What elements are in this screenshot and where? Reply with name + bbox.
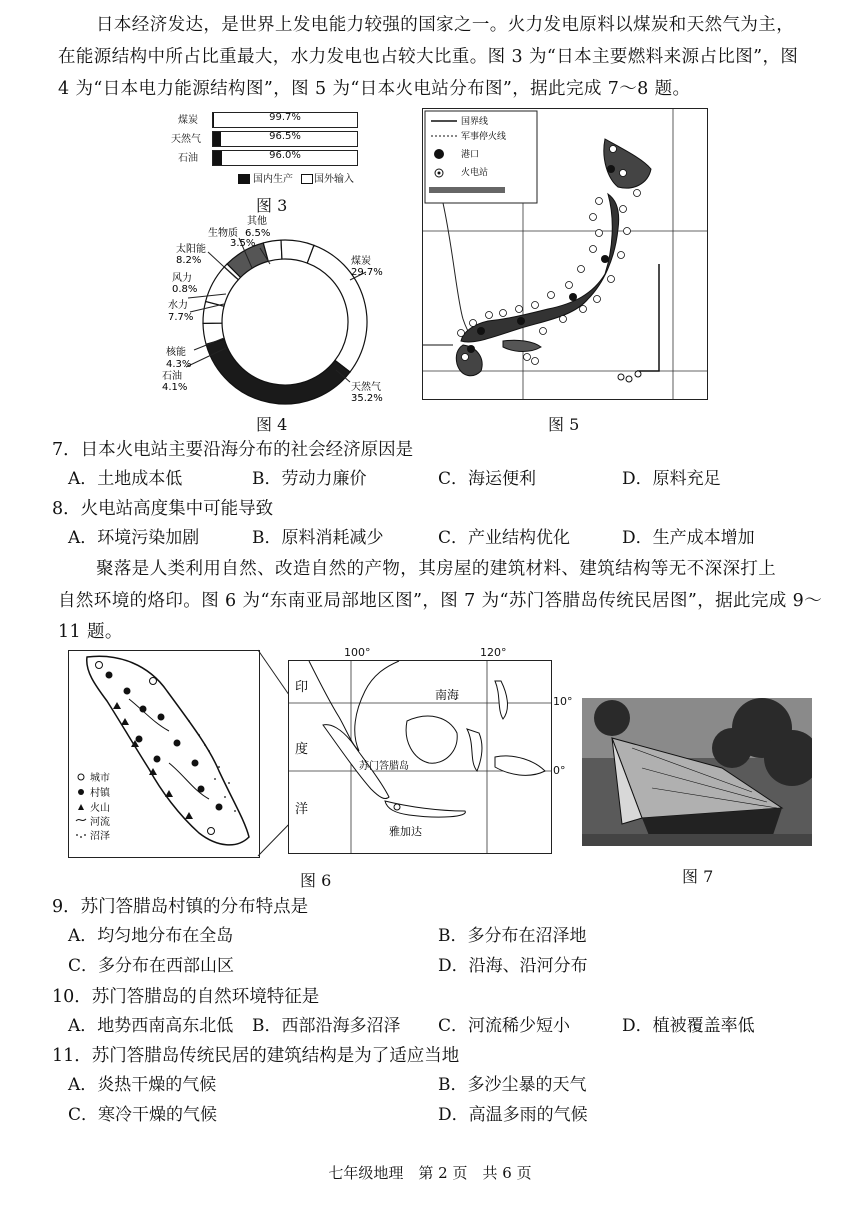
legend-port-label: 港口	[461, 150, 480, 160]
q8-option-a[interactable]: A．环境污染加剧	[68, 528, 200, 548]
value-biomass: 3.5%	[230, 238, 256, 249]
value-wind: 0.8%	[172, 284, 198, 295]
figure-6-map	[288, 660, 552, 854]
intro2-line3: 11 题。	[58, 622, 123, 642]
value-oil: 4.1%	[162, 382, 188, 393]
figure-7-photo	[582, 698, 812, 846]
label-coal: 煤炭	[351, 256, 371, 267]
q8-option-b[interactable]: B．原料消耗减少	[252, 528, 384, 548]
japan-map-svg	[423, 109, 707, 399]
value-nuclear: 4.3%	[166, 359, 192, 370]
legend-river: 河流	[90, 817, 110, 828]
legend-volcano: 火山	[90, 803, 110, 814]
q9-option-a[interactable]: A．均匀地分布在全岛	[68, 926, 234, 946]
fig3-value: 96.0%	[269, 150, 301, 161]
fig3-label-gas: 天然气	[171, 134, 201, 145]
label-jakarta: 雅加达	[389, 825, 422, 838]
label-yin: 印	[295, 680, 309, 695]
intro2-line2: 自然环境的烙印。图 6 为“东南亚局部地区图”，图 7 为“苏门答腊岛传统民居图”，据此完成 9～	[58, 591, 823, 611]
q10-option-b[interactable]: B．西部沿海多沼泽	[252, 1016, 401, 1036]
label-other: 其他	[247, 216, 267, 227]
value-coal: 29.7%	[351, 267, 383, 278]
label-gas: 天然气	[351, 382, 381, 393]
q9-option-b[interactable]: B．多分布在沼泽地	[438, 926, 587, 946]
figure-6-inset	[68, 650, 260, 858]
fig7-caption: 图 7	[682, 867, 714, 886]
q10-option-d[interactable]: D．植被覆盖率低	[622, 1016, 755, 1036]
legend-plant-label: 火电站	[461, 168, 489, 178]
fig3-bar-gas	[212, 131, 358, 147]
lon-100-label: 100°	[344, 646, 371, 659]
q9-stem: 9．苏门答腊岛村镇的分布特点是	[52, 897, 309, 917]
fig3-bar-coal	[212, 112, 358, 128]
label-sumatra: 苏门答腊岛	[359, 761, 409, 772]
q11-option-c[interactable]: C．寒冷干燥的气候	[68, 1105, 218, 1125]
donut-slice-8	[281, 240, 314, 263]
q8-option-d[interactable]: D．生产成本增加	[622, 528, 755, 548]
fig3-label-coal: 煤炭	[178, 115, 198, 126]
value-gas: 35.2%	[351, 393, 383, 404]
label-nuclear: 核能	[166, 347, 186, 358]
donut-slice-1	[206, 339, 350, 404]
legend-import-swatch	[301, 174, 313, 184]
legend-swamp: 沼泽	[90, 831, 110, 842]
sumatra-inset-svg	[69, 651, 259, 857]
q9-option-d[interactable]: D．沿海、沿河分布	[438, 956, 588, 976]
legend-domestic-swatch	[238, 174, 250, 184]
q11-option-a[interactable]: A．炎热干燥的气候	[68, 1075, 217, 1095]
legend-import-label: 国外输入	[314, 174, 354, 185]
q7-stem: 7．日本火电站主要沿海分布的社会经济原因是	[52, 440, 414, 460]
fig3-bar-oil	[212, 150, 358, 166]
q8-stem: 8．火电站高度集中可能导致	[52, 499, 274, 519]
figure-4-donut	[160, 212, 390, 417]
q10-stem: 10．苏门答腊岛的自然环境特征是	[52, 987, 320, 1007]
intro1-line2: 在能源结构中所占比重最大，水力发电也占较大比重。图 3 为“日本主要燃料来源占比图”，图	[58, 47, 799, 67]
legend-domestic-label: 国内生产	[253, 174, 293, 185]
legend-city: 城市	[90, 773, 110, 784]
lat-10-label: 10°	[553, 695, 573, 708]
intro2-line1: 聚落是人类利用自然、改造自然的产物，其房屋的建筑材料、建筑结构等无不深深打上	[96, 559, 777, 579]
q7-option-d[interactable]: D．原料充足	[622, 469, 721, 489]
label-hydro: 水力	[168, 300, 188, 311]
page-footer: 七年级地理 第 2 页 共 6 页	[328, 1164, 532, 1182]
lon-120-label: 120°	[480, 646, 507, 659]
q10-option-a[interactable]: A．地势西南高东北低	[68, 1016, 234, 1036]
q8-option-c[interactable]: C．产业结构优化	[438, 528, 571, 548]
fig3-label-oil: 石油	[178, 153, 198, 164]
fig4-caption: 图 4	[256, 415, 288, 434]
q9-option-c[interactable]: C．多分布在西部山区	[68, 956, 235, 976]
q7-option-a[interactable]: A．土地成本低	[68, 469, 183, 489]
legend-town: 村镇	[90, 788, 110, 799]
q11-option-b[interactable]: B．多沙尘暴的天气	[438, 1075, 587, 1095]
label-solar: 太阳能	[176, 244, 206, 255]
q11-option-d[interactable]: D．高温多雨的气候	[438, 1105, 588, 1125]
intro1-line1: 日本经济发达，是世界上发电能力较强的国家之一。火力发电原料以煤炭和天然气为主，	[96, 15, 795, 35]
q7-option-b[interactable]: B．劳动力廉价	[252, 469, 367, 489]
label-du: 度	[295, 742, 309, 757]
label-oil: 石油	[162, 371, 182, 382]
intro1-line3: 4 为“日本电力能源结构图”，图 5 为“日本火电站分布图”，据此完成 7～8 题。	[58, 79, 691, 99]
figure-5-map	[422, 108, 708, 400]
fig3-value: 96.5%	[269, 131, 301, 142]
label-biomass: 生物质	[208, 228, 238, 239]
lat-0-label: 0°	[553, 764, 566, 777]
fig3-value: 99.7%	[269, 112, 301, 123]
value-other: 6.5%	[245, 228, 271, 239]
q10-option-c[interactable]: C．河流稀少短小	[438, 1016, 571, 1036]
q11-stem: 11．苏门答腊岛传统民居的建筑结构是为了适应当地	[52, 1046, 460, 1066]
fig5-caption: 图 5	[548, 415, 580, 434]
label-nanhai: 南海	[435, 688, 460, 702]
q7-option-c[interactable]: C．海运便利	[438, 469, 537, 489]
label-wind: 风力	[172, 273, 192, 284]
legend-border-label: 国界线	[461, 117, 489, 127]
legend-ceasefire-label: 军事停火线	[461, 132, 507, 142]
fig6-caption: 图 6	[300, 871, 332, 890]
label-yang: 洋	[295, 802, 309, 817]
value-hydro: 7.7%	[168, 312, 194, 323]
house-photo-svg	[582, 698, 812, 846]
value-solar: 8.2%	[176, 255, 202, 266]
fig3-caption: 图 3	[256, 196, 288, 215]
southeast-asia-svg	[289, 661, 551, 853]
